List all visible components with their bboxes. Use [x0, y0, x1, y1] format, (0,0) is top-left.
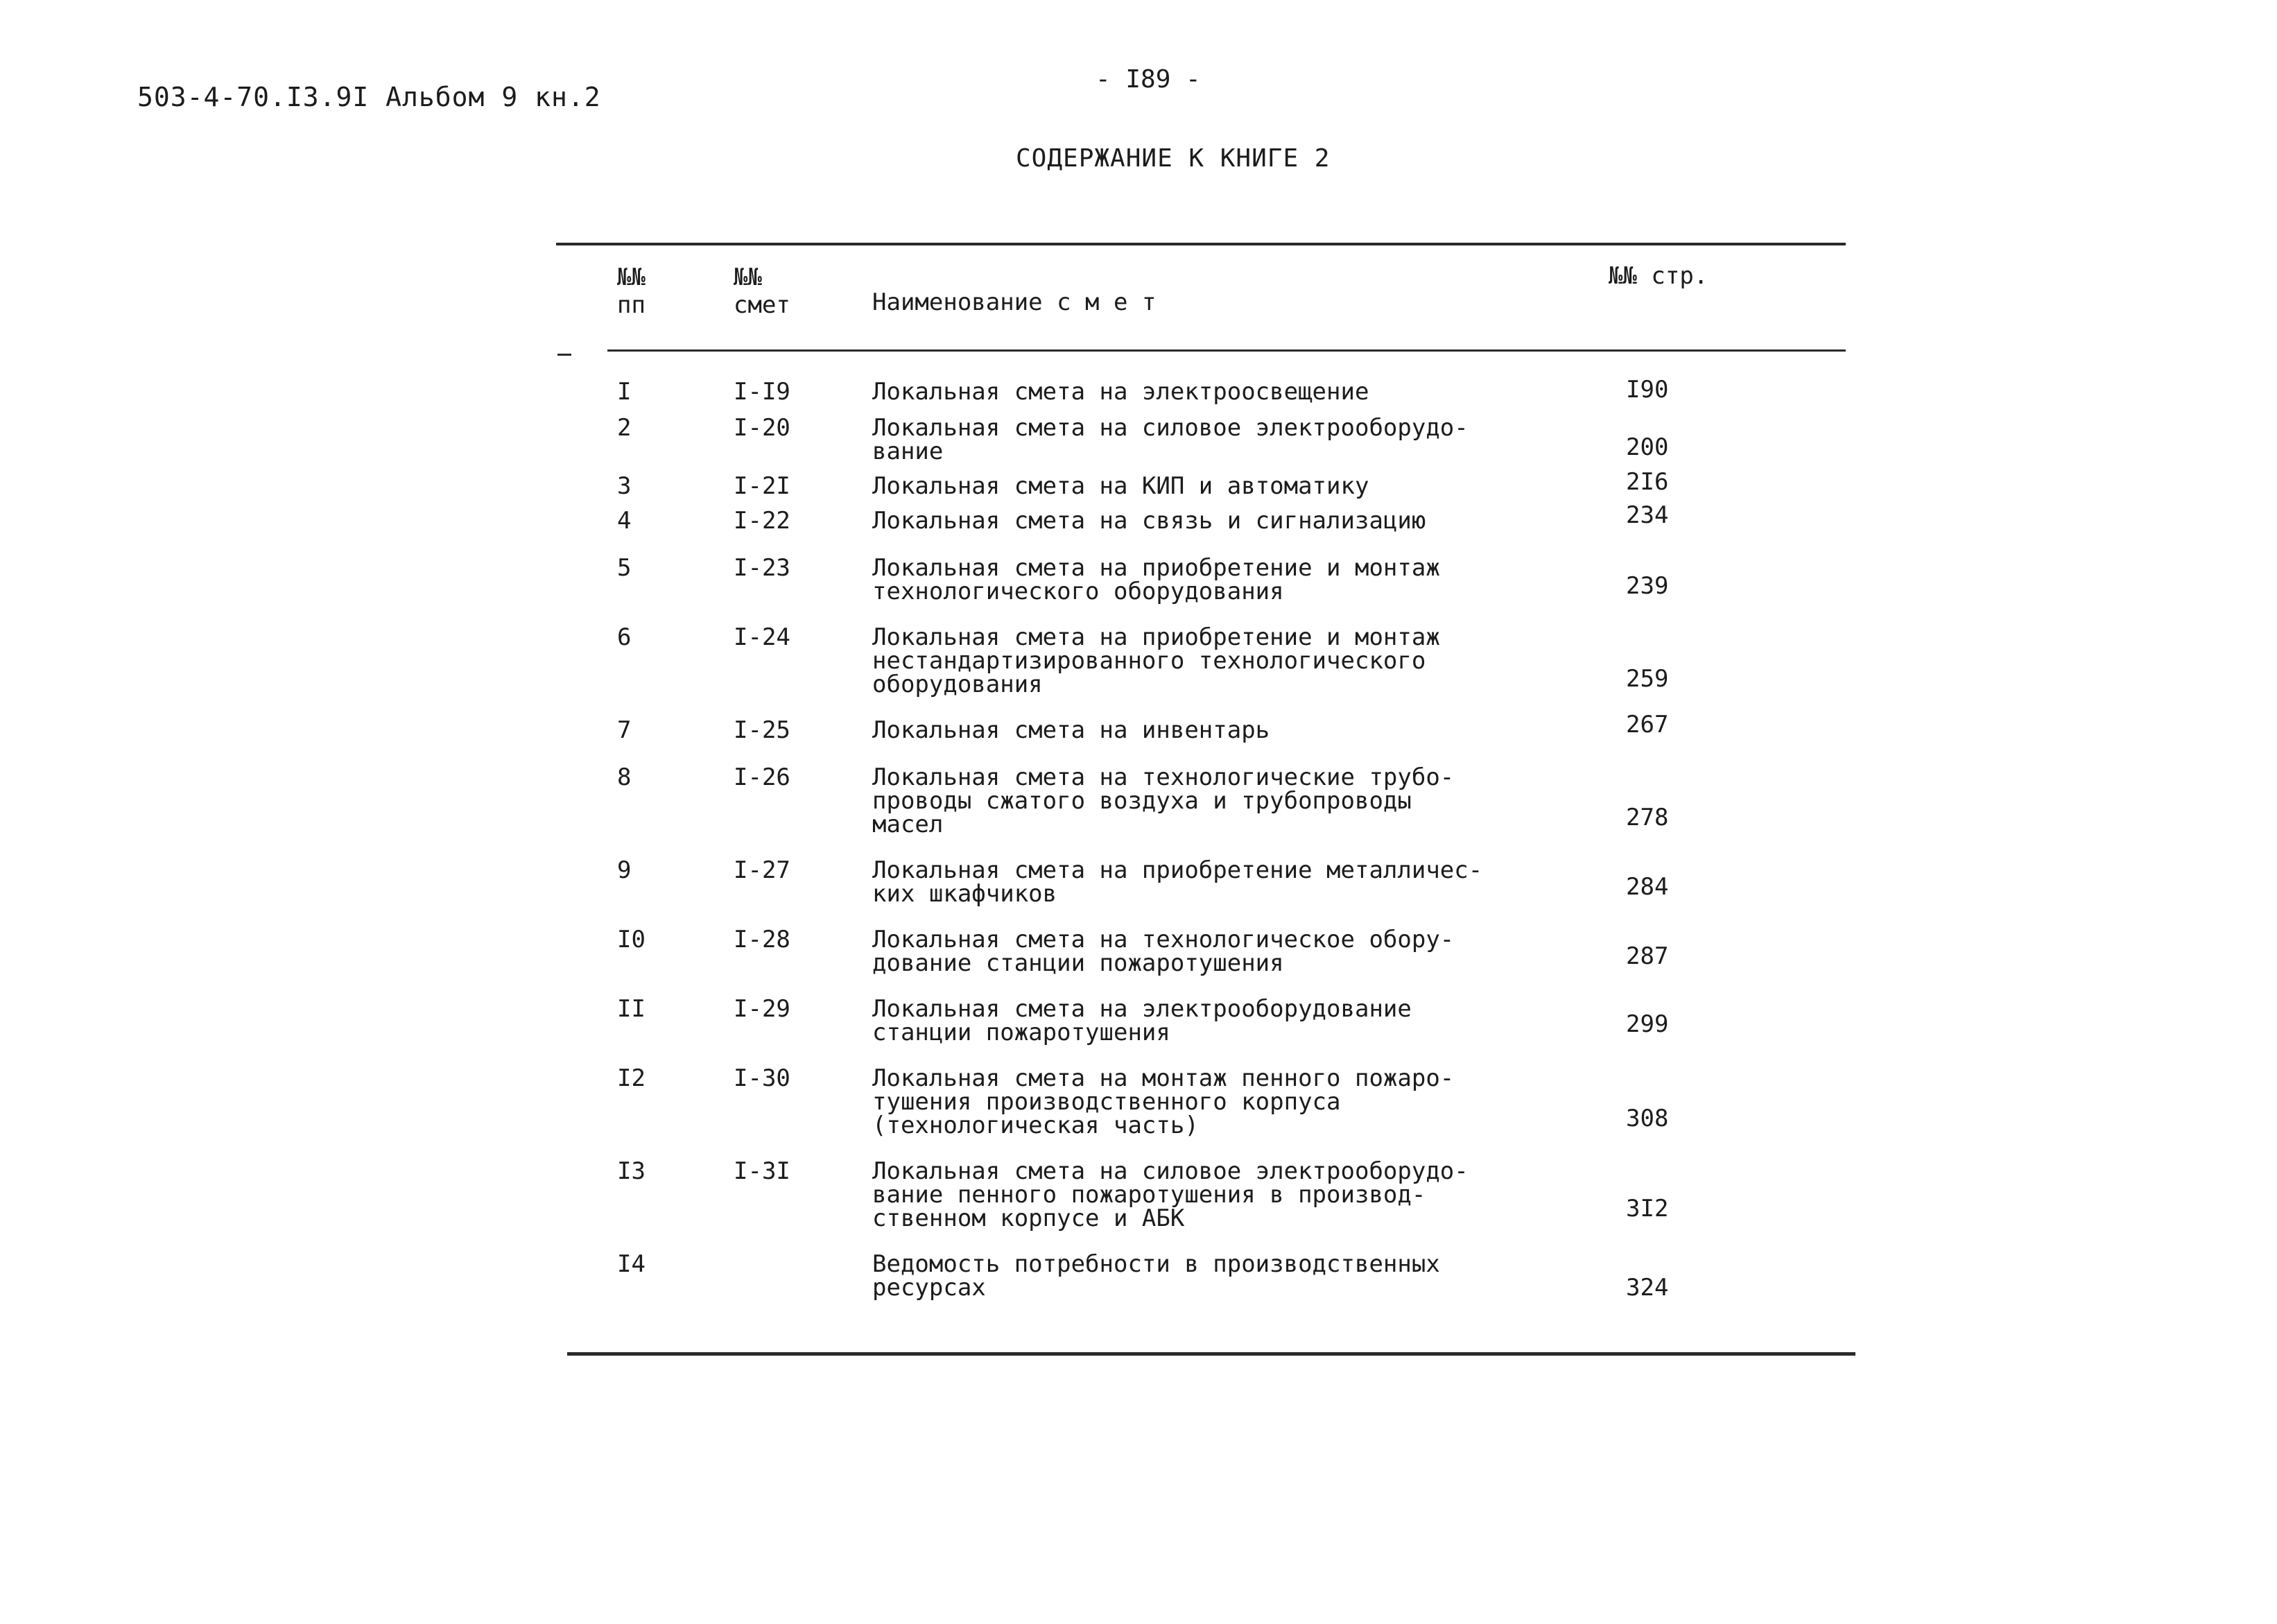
row-number: 3: [617, 472, 632, 500]
row-page-number: 259: [1626, 665, 1669, 693]
row-page-number: 284: [1626, 873, 1669, 901]
row-number: 5: [617, 554, 632, 582]
row-estimate-name: Локальная смета на приобретение и монтаж нестандартизированного технологического оборудования: [872, 623, 1440, 698]
row-page-number: 324: [1626, 1274, 1669, 1302]
column-header-estimate: №№ смет: [734, 264, 790, 319]
row-page-number: 308: [1626, 1105, 1669, 1132]
row-page-number: 200: [1626, 433, 1669, 461]
row-number: 2: [617, 414, 632, 442]
row-page-number: 267: [1626, 711, 1669, 738]
row-number: 9: [617, 856, 632, 884]
row-number: I: [617, 378, 632, 406]
row-estimate-name: Локальная смета на электроосвещение: [872, 378, 1369, 406]
row-estimate-name: Локальная смета на силовое электрооборудо- вание пенного пожаротушения в производ- ственном корпусе и АБК: [872, 1157, 1469, 1232]
table-top-rule: [556, 243, 1846, 245]
row-estimate-name: Локальная смета на приобретение и монтаж технологического оборудования: [872, 554, 1440, 605]
row-estimate-code: I-27: [734, 856, 790, 884]
contents-title: СОДЕРЖАНИЕ К КНИГЕ 2: [1016, 144, 1331, 173]
row-number: 6: [617, 623, 632, 651]
row-page-number: 278: [1626, 804, 1669, 831]
row-estimate-code: I-24: [734, 623, 790, 651]
row-estimate-name: Локальная смета на электрооборудование станции пожаротушения: [872, 995, 1412, 1046]
document-code: 503-4-70.I3.9I Альбом 9 кн.2: [137, 82, 601, 112]
row-page-number: 234: [1626, 501, 1669, 529]
row-estimate-code: I-23: [734, 554, 790, 582]
row-estimate-name: Локальная смета на приобретение металличес- ких шкафчиков: [872, 856, 1483, 908]
row-page-number: 239: [1626, 572, 1669, 600]
row-estimate-code: I-28: [734, 926, 790, 953]
row-number: 4: [617, 507, 632, 535]
row-estimate-code: I-25: [734, 716, 790, 744]
row-number: II: [617, 995, 646, 1023]
row-page-number: 287: [1626, 942, 1669, 970]
column-header-name: Наименование с м е т: [872, 288, 1157, 316]
row-estimate-code: I-22: [734, 507, 790, 535]
page-number: - I89 -: [1096, 65, 1201, 94]
header-bottom-rule: [607, 349, 1846, 352]
row-page-number: 3I2: [1626, 1195, 1669, 1223]
row-estimate-name: Локальная смета на инвентарь: [872, 716, 1270, 744]
row-estimate-code: I-26: [734, 763, 790, 791]
row-estimate-code: I-20: [734, 414, 790, 442]
row-number: 7: [617, 716, 632, 744]
row-estimate-name: Локальная смета на КИП и автоматику: [872, 472, 1369, 500]
table-bottom-rule: [567, 1352, 1855, 1356]
row-estimate-code: I-3I: [734, 1157, 790, 1185]
row-estimate-name: Ведомость потребности в производственных ресурсах: [872, 1250, 1440, 1302]
row-estimate-name: Локальная смета на монтаж пенного пожаро- тушения производственного корпуса (технологическая часть): [872, 1064, 1455, 1139]
row-estimate-name: Локальная смета на технологическое обору- дование станции пожаротушения: [872, 926, 1455, 977]
row-number: 8: [617, 763, 632, 791]
row-number: I3: [617, 1157, 646, 1185]
row-number: I0: [617, 926, 646, 953]
row-number: I2: [617, 1064, 646, 1092]
row-estimate-name: Локальная смета на силовое электрооборудо- вание: [872, 414, 1469, 465]
row-estimate-code: I-2I: [734, 472, 790, 500]
row-estimate-name: Локальная смета на технологические трубо- проводы сжатого воздуха и трубопроводы масел: [872, 763, 1455, 838]
column-header-no: №№ пп: [617, 264, 646, 319]
row-estimate-code: I-29: [734, 995, 790, 1023]
row-estimate-code: I-I9: [734, 378, 790, 406]
row-estimate-name: Локальная смета на связь и сигнализацию: [872, 507, 1426, 535]
row-page-number: 2I6: [1626, 468, 1669, 496]
row-estimate-code: I-30: [734, 1064, 790, 1092]
row-number: I4: [617, 1250, 646, 1278]
row-page-number: 299: [1626, 1010, 1669, 1038]
header-rule-tick: [557, 354, 571, 356]
row-page-number: I90: [1626, 376, 1669, 404]
column-header-page: №№ стр.: [1609, 262, 1708, 290]
